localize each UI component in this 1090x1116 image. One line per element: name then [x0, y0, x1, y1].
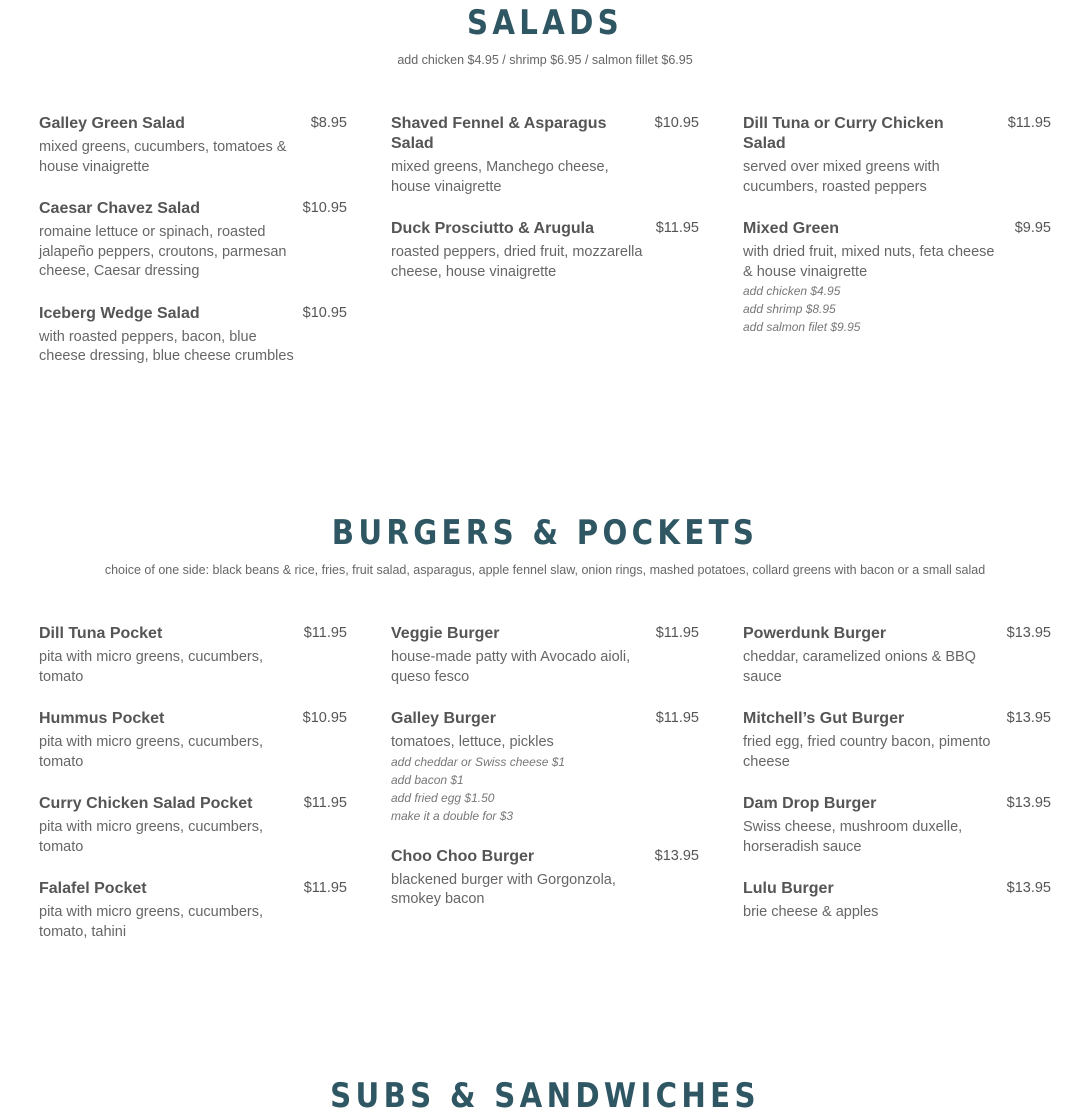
- item-price: $13.95: [1006, 880, 1051, 896]
- item-name: Lulu Burger: [743, 880, 834, 897]
- menu-item: [391, 624, 699, 687]
- menu-item: [39, 709, 347, 772]
- item-price: $11.95: [655, 220, 699, 236]
- item-description: fried egg, fried country bacon, pimento cheese: [743, 734, 991, 770]
- salads-column-2: [391, 114, 699, 304]
- item-description: mixed greens, cucumbers, tomatoes & house vinaigrette: [39, 139, 287, 175]
- item-name: Duck Prosciutto & Arugula: [391, 220, 594, 237]
- salads-column-3: [743, 114, 1051, 358]
- item-name: Iceberg Wedge Salad: [39, 304, 200, 322]
- item-description: brie cheese & apples: [743, 904, 879, 920]
- item-name: Dill Tuna or Curry Chicken Salad: [743, 115, 944, 152]
- menu-item: [743, 114, 1051, 197]
- item-description: house-made patty with Avocado aioli, queso fesco: [391, 649, 631, 685]
- salads-column-1: [39, 114, 347, 389]
- item-name: Galley Burger: [391, 710, 496, 727]
- item-description: with roasted peppers, bacon, blue cheese dressing, blue cheese crumbles: [39, 328, 294, 364]
- item-name: Mixed Green: [743, 220, 840, 237]
- item-addons: [391, 753, 699, 825]
- burgers-column-1: [39, 624, 347, 964]
- item-name: Dill Tuna Pocket: [39, 625, 163, 642]
- item-description: blackened burger with Gorgonzola, smokey bacon: [391, 871, 616, 907]
- item-description: pita with micro greens, cucumbers, tomato: [39, 734, 264, 770]
- menu-item: [391, 847, 699, 910]
- item-addon: add bacon $1: [391, 772, 464, 787]
- item-price: $11.95: [303, 880, 347, 896]
- item-description: pita with micro greens, cucumbers, tomato: [39, 819, 264, 855]
- item-price: $9.95: [1014, 220, 1051, 236]
- item-addon: add salmon filet $9.95: [743, 320, 861, 334]
- item-description: pita with micro greens, cucumbers, tomato: [39, 649, 264, 685]
- item-name: Mitchell’s Gut Burger: [743, 710, 905, 727]
- menu-item: [743, 624, 1051, 687]
- item-price: $13.95: [654, 847, 699, 864]
- item-price: $8.95: [310, 115, 347, 131]
- item-name: Galley Green Salad: [39, 115, 185, 132]
- salads-subtitle: add chicken $4.95 / shrimp $6.95 / salmon fillet $6.95: [397, 53, 693, 67]
- item-description: roasted peppers, dried fruit, mozzarella cheese, house vinaigrette: [391, 244, 643, 280]
- item-price: $13.95: [1006, 795, 1051, 811]
- item-price: $13.95: [1006, 625, 1051, 641]
- item-description: romaine lettuce or spinach, roasted jalapeño peppers, croutons, parmesan cheese, Caesar dressing: [39, 224, 287, 279]
- burgers-subtitle: choice of one side: black beans & rice, fries, fruit salad, asparagus, apple fennel slaw, onion rings, mashed potatoes, collard greens with bacon or a small salad: [104, 563, 986, 577]
- item-price: $10.95: [302, 304, 347, 321]
- item-name: Caesar Chavez Salad: [39, 200, 200, 217]
- item-addon: make it a double for $3: [391, 808, 514, 823]
- item-name: Powerdunk Burger: [743, 625, 887, 642]
- burgers-column-2: [391, 624, 699, 932]
- menu-item: [39, 199, 347, 282]
- item-price: $11.95: [655, 710, 699, 726]
- item-description: cheddar, caramelized onions & BBQ sauce: [743, 649, 976, 685]
- item-description: mixed greens, Manchego cheese, house vinaigrette: [391, 159, 609, 195]
- menu-item: [39, 114, 347, 177]
- menu-item: [743, 794, 1051, 857]
- item-name: Shaved Fennel & Asparagus Salad: [391, 115, 607, 152]
- item-price: $11.95: [1007, 115, 1051, 131]
- salads-title: SALADS: [466, 3, 624, 43]
- item-price: $10.95: [654, 115, 699, 131]
- item-price: $10.95: [302, 710, 347, 726]
- item-name: Hummus Pocket: [39, 710, 165, 727]
- item-price: $11.95: [655, 625, 699, 641]
- item-price: $11.95: [303, 795, 347, 811]
- item-price: $10.95: [302, 200, 347, 216]
- item-description: tomatoes, lettuce, pickles: [391, 734, 554, 750]
- item-name: Choo Choo Burger: [391, 847, 535, 865]
- item-addon: add cheddar or Swiss cheese $1: [391, 754, 566, 769]
- item-name: Veggie Burger: [391, 625, 500, 642]
- item-name: Curry Chicken Salad Pocket: [39, 795, 253, 812]
- item-addon: add shrimp $8.95: [743, 302, 836, 316]
- menu-item: [39, 794, 347, 857]
- item-addon: add chicken $4.95: [743, 284, 841, 298]
- item-name: Falafel Pocket: [39, 880, 147, 897]
- menu-item: [743, 219, 1051, 336]
- menu-item: [39, 879, 347, 942]
- menu-item: [39, 304, 347, 367]
- menu-item: [743, 879, 1051, 923]
- item-description: served over mixed greens with cucumbers, roasted peppers: [743, 159, 940, 195]
- item-description: pita with micro greens, cucumbers, tomato, tahini: [39, 904, 264, 940]
- item-addon: add fried egg $1.50: [391, 790, 495, 805]
- item-price: $11.95: [303, 625, 347, 641]
- menu-item: [391, 219, 699, 282]
- item-name: Dam Drop Burger: [743, 795, 877, 812]
- menu-item: [743, 709, 1051, 772]
- menu-item: [391, 709, 699, 825]
- item-price: $13.95: [1006, 710, 1051, 726]
- item-addons: [743, 282, 1051, 336]
- burgers-title: BURGERS & POCKETS: [331, 513, 759, 553]
- subs-title: SUBS & SANDWICHES: [330, 1076, 760, 1116]
- item-description: Swiss cheese, mushroom duxelle, horseradish sauce: [743, 819, 963, 855]
- menu-item: [391, 114, 699, 197]
- burgers-column-3: [743, 624, 1051, 945]
- menu-item: [39, 624, 347, 687]
- item-description: with dried fruit, mixed nuts, feta cheese & house vinaigrette: [743, 244, 995, 280]
